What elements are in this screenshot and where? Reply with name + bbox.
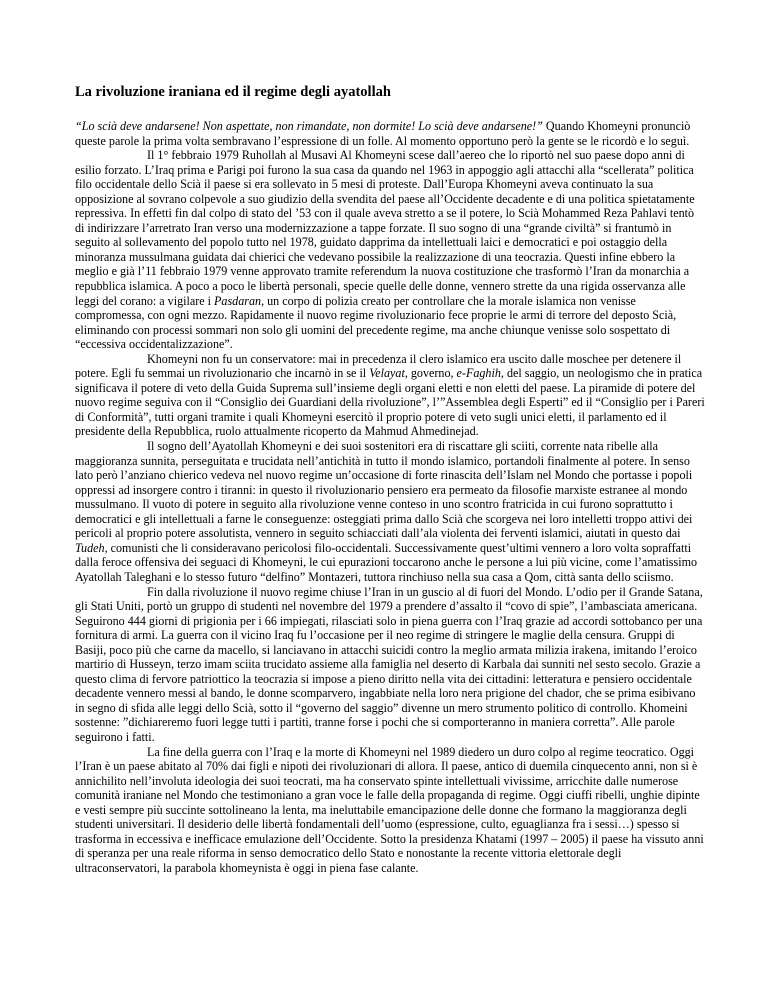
text-segment: Fin dalla rivoluzione il nuovo regime chiuse l’Iran in un guscio al di fuori del Mondo. L’odio per il Grande Satana, gli Stati Uniti, portò un gruppo di studenti nel novembre del 1979 a prendere d’assalto il “covo di spie”, l’ambasciata americana. Seguirono 444 giorni di prigionia per i 66 impiegati, rilasciati solo in piena guerra con l’Iraq grazie ad accordi sottobanco per una fornitura di armi. La guerra con il vicino Iraq fu l’occasione per il neo regime di stringere le maglie della censura. Gruppi di Basiji, poco più che carne da macello, si lanciavano in attacchi suicidi contro la meglio armata milizia irakena, imitando l’eroico martirio di Husseyn, terzo imam sciita trucidato assieme alla famiglia nel deserto di Karbala dai sunniti nel sesto secolo. Grazie a questo clima di fervore patriottico la teocrazia si impose a pieno diritto nella vita dei cittadini: letteratura e pensiero occidentale decadente vennero messi al bando, le donne scomparvero, ingabbiate nella loro nera prigione del chador, che se prima esibivano in segno di sfida alle leggi dello Scià, sotto il “governo del saggio” divenne un mero strumento politico di controllo. Khomeini sostenne: ”dichiareremo fuori legge tutti i partiti, tranne forse i pochi che si comporteranno in maniera corretta”. Alle parole seguirono i fatti.: [75, 584, 703, 744]
document-body: [75, 119, 705, 875]
text-segment: Quando Khomeyni pronunciò queste parole la prima volta sembravano l’espressione di un folle. Al momento opportuno però la gente se le ricordò e lo seguì.: [75, 119, 691, 148]
italic-text-segment: “Lo scià deve andarsene! Non aspettate, non rimandate, non dormite! Lo scià deve andarsene!”: [75, 119, 543, 133]
italic-text-segment: Velayat: [369, 366, 405, 381]
text-segment: Khomeyni non fu un conservatore: mai in precedenza il clero islamico era uscito dalle moschee per detenere il potere. Egli fu semmai un rivoluzionario che incarnò in se il: [75, 351, 682, 381]
paragraph-2: [75, 148, 705, 352]
italic-text-segment: Tudeh: [75, 540, 105, 555]
text-segment: , comunisti che li consideravano pericolosi filo-occidentali. Successivamente quest’ultimi vennero a loro volta sopraffatti dalla feroce offensiva dei seguaci di Khomeyni, le cui epurazioni toccarono anche le persone a lui più vicine, come l’amatissimo Ayatollah Taleghani e lo stesso futuro “delfino” Montazeri, tuttora rinchiuso nella sua casa a Qom, città santa dello sciismo.: [75, 540, 698, 584]
italic-text-segment: e-Faghih: [456, 366, 501, 381]
text-segment: Il sogno dell’Ayatollah Khomeyni e dei suoi sostenitori era di riscattare gli sciiti, corrente nata ribelle alla maggioranza sunnita, perseguitata e trucidata nell’antichità in tutto il mondo islamico, portandoli finalmente al potere. In senso lato però l’anziano chierico vedeva nel nuovo regime un’occasione di forte rinascita dell’Islam nel Mondo che portasse i popoli oppressi ad insorgere contro i tiranni: in questo il rivoluzionario pensiero era permeato da filosofie marxiste estranee al mondo mussulmano. Il vuoto di potere in seguito alla rivoluzione venne conteso in uno scontro fratricida in cui furono soprattutto i democratici e gli intellettuali a farne le conseguenze: osteggiati prima dallo Scià che scorgeva nei loro intelletti troppo attivi dei pericoli al proprio potere assolutista, vennero in seguito schiacciati dall’ala violenta dei ferventi islamici, aiutati in questo dai: [75, 439, 693, 541]
text-segment: , governo,: [404, 366, 457, 381]
document-page: [75, 83, 705, 875]
text-segment: La fine della guerra con l’Iraq e la morte di Khomeyni nel 1989 diedero un duro colpo al regime teocratico. Oggi l’Iran è un paese abitato al 70% dai figli e nipoti dei rivoluzionari di allora. Il paese, antico di duemila cinquecento anni, non si è annichilito nell’involuta ideologia dei suoi teocrati, ma ha conservato spinte intellettuali vivissime, arricchite dalle numerose comunità iraniane nel Mondo che testimoniano a gran voce le falle della propaganda di regime. Oggi ciuffi ribelli, unghie dipinte e vesti sempre più succinte sottolineano la lenta, ma ineluttabile emancipazione delle donne che formano la maggioranza degli studenti universitari. Il desiderio delle libertà fondamentali dell’uomo (espressione, culto, eguaglianza fra i sessi…) spesso si trasforma in eccessiva e inefficace emulazione dell’Occidente. Sotto la presidenza Khatami (1997 – 2005) il paese ha vissuto anni di speranza per una reale riforma in senso democratico dello Stato e nonostante la recente vittoria elettorale degli ultraconservatori, la parabola khomeynista è oggi in piena fase calante.: [75, 744, 704, 875]
paragraph-6: [75, 745, 705, 876]
paragraph-1: [75, 119, 705, 148]
text-segment: , un corpo di polizia creato per controllare che la morale islamica non venisse compromessa, con ogni mezzo. Rapidamente il nuovo regime rivoluzionario fece proprie le armi di terrore del deposto Scià, eliminando con processi sommari non solo gli uomini del precedente regime, ma anche chiunque venisse solo sospettato di “eccessiva occidentalizzazione”.: [75, 293, 677, 352]
text-segment: , del saggio, un neologismo che in pratica significava il potere di veto della Guida Suprema sull’insieme degli organi eletti e non eletti del paese. La piramide di potere del nuovo regime seguiva con il “Consiglio dei Guardiani della rivoluzione”, l’”Assemblea degli Esperti” ed il “Consiglio per i Pareri di Conformità”, tutti organi tramite i quali Khomeyni esercitò il proprio potere di veto sugli unici eletti, il parlamento ed il presidente della Repubblica, ruolo attualmente ricoperto da Mahmud Ahmedinejad.: [75, 366, 705, 439]
document-title: La rivoluzione iraniana ed il regime degli ayatollah: [75, 84, 391, 100]
paragraph-5: [75, 585, 705, 745]
paragraph-4: [75, 439, 705, 584]
italic-text-segment: Pasdaran: [214, 293, 262, 308]
paragraph-3: [75, 352, 705, 439]
text-segment: Il 1° febbraio 1979 Ruhollah al Musavi Al Khomeyni scese dall’aereo che lo riportò nel suo paese dopo anni di esilio forzato. L’Iraq prima e Parigi poi furono la sua casa da quando nel 1963 in appoggio agli attacchi alla “scellerata” politica filo occidentale dello Scià il paese si era sollevato in 5 mesi di proteste. Dall’Europa Khomeyni aveva continuato la sua opposizione al sovrano colpevole a suo giudizio della svendita del paese all’Occidente decadente e di una politica spietatamente repressiva. In effetti fin dal colpo di stato del ’53 con il quale aveva stretto a se il potere, lo Scià Mohammed Reza Pahlavi tentò di indirizzare l’arretrato Iran verso una modernizzazione a tappe forzate. Il suo sogno di una “grande civiltà” si frantumò in seguito al sollevamento del popolo tutto nel 1978, guidato dapprima da intellettuali laici e democratici e poi ostaggio della minoranza mussulmana guidata dai chierici che vedevano possibile la realizzazione di una teocrazia. Questi infine ebbero la meglio e già l’11 febbraio 1979 venne approvato tramite referendum la nuova costituzione che trasformò l’Iran da monarchia a repubblica islamica. A poco a poco le libertà personali, specie quelle delle donne, vennero strette da una rigida osservanza alle leggi del corano: a vigilare i: [75, 148, 695, 308]
